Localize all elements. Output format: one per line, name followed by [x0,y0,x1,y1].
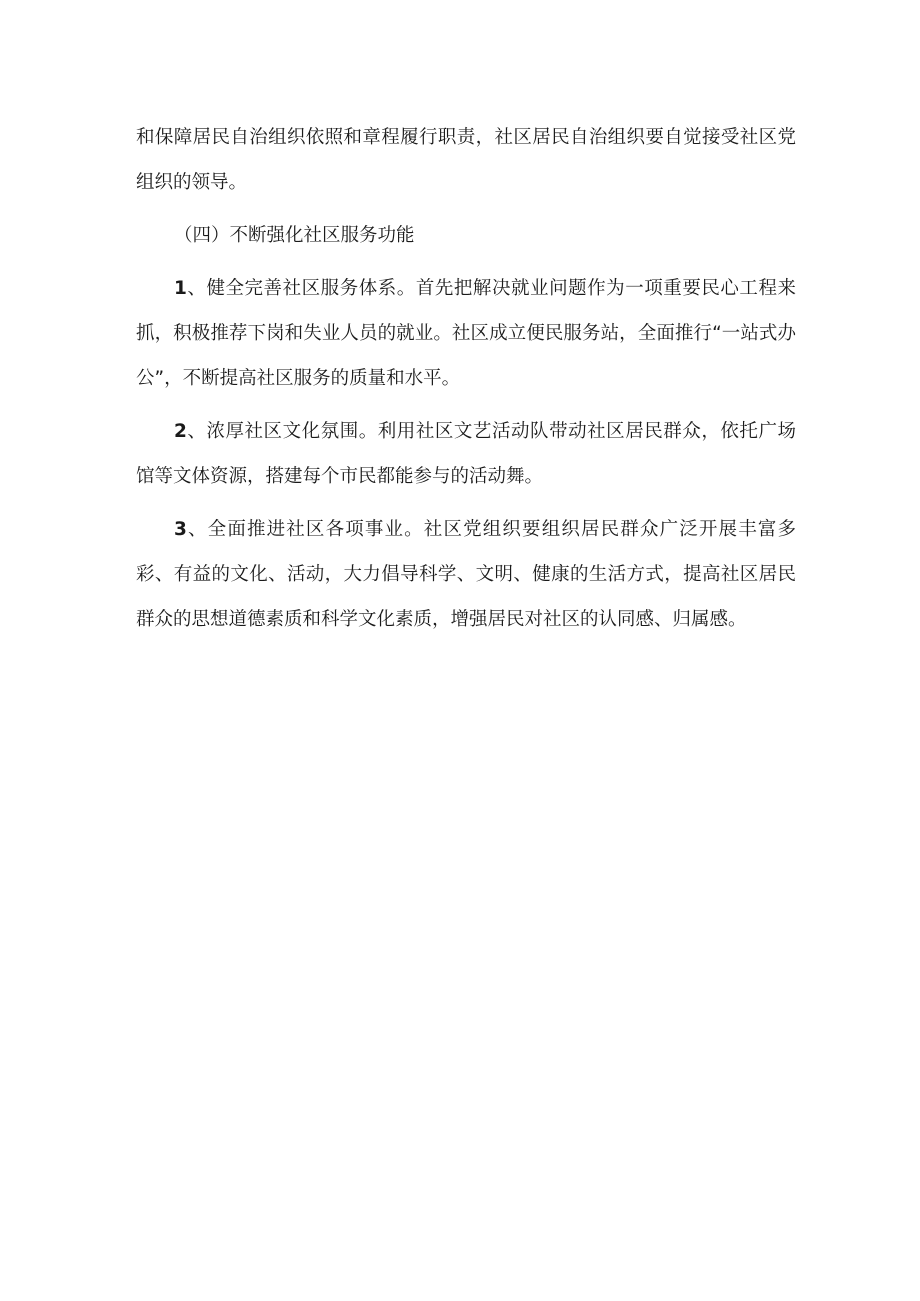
list-item-number: 2 [174,421,187,442]
list-item-text: 、健全完善社区服务体系。首先把解决就业问题作为一项重要民心工程来抓，积极推荐下岗和失业人员的就业。社区成立便民服务站，全面推行“一站式办公”，不断提高社区服务的质量和水平。 [136,278,796,389]
list-item-text: 、浓厚社区文化氛围。利用社区文艺活动队带动社区居民群众，依托广场馆等文体资源，搭建每个市民都能参与的活动舞。 [136,421,796,487]
section-heading-text: （四）不断强化社区服务功能 [174,225,415,246]
list-item-text: 、全面推进社区各项事业。社区党组织要组织居民群众广泛开展丰富多彩、有益的文化、活动，大力倡导科学、文明、健康的生活方式，提高社区居民群众的思想道德素质和科学文化素质，增强居民对社区的认同感、归属感。 [136,519,796,630]
paragraph-continuation [136,115,796,205]
list-item-number: 1 [174,278,187,299]
paragraph-text: 和保障居民自治组织依照和章程履行职责，社区居民自治组织要自觉接受社区党组织的领导。 [136,127,796,193]
list-item-3 [136,507,796,642]
list-item-1 [136,266,796,401]
document-body [136,115,796,650]
list-item-2 [136,409,796,499]
list-item-number: 3 [174,519,187,540]
section-heading [136,213,796,258]
